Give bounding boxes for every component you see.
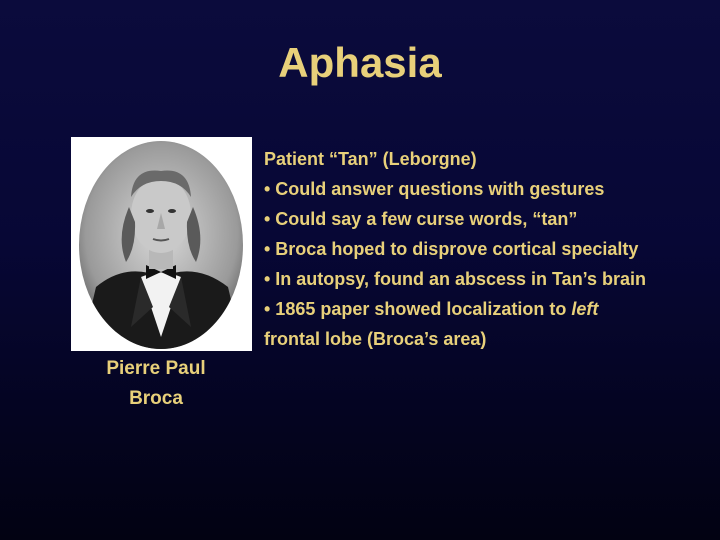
bullet-item-continuation: frontal lobe (Broca’s area) [264,329,487,349]
emphasis-left: left [571,299,599,319]
portrait-illustration [71,137,252,351]
case-notes [264,144,714,354]
case-heading: Patient “Tan” (Leborgne) [264,149,477,169]
bullet-item: • In autopsy, found an abscess in Tan’s brain [264,269,647,289]
bullet-item: • Could say a few curse words, “tan” [264,209,578,229]
broca-portrait-photo [71,137,252,351]
bullet-item: • Could answer questions with gestures [264,179,605,199]
caption-line-2: Broca [129,388,183,409]
caption-line-1: Pierre Paul [106,358,206,379]
bullet-item: • Broca hoped to disprove cortical specialty [264,239,639,259]
bullet-item-1865-text: • 1865 paper showed localization to [264,299,572,319]
bullet-item-1865 [264,294,714,324]
slide-title: Aphasia [278,39,442,86]
portrait-caption [71,354,241,414]
